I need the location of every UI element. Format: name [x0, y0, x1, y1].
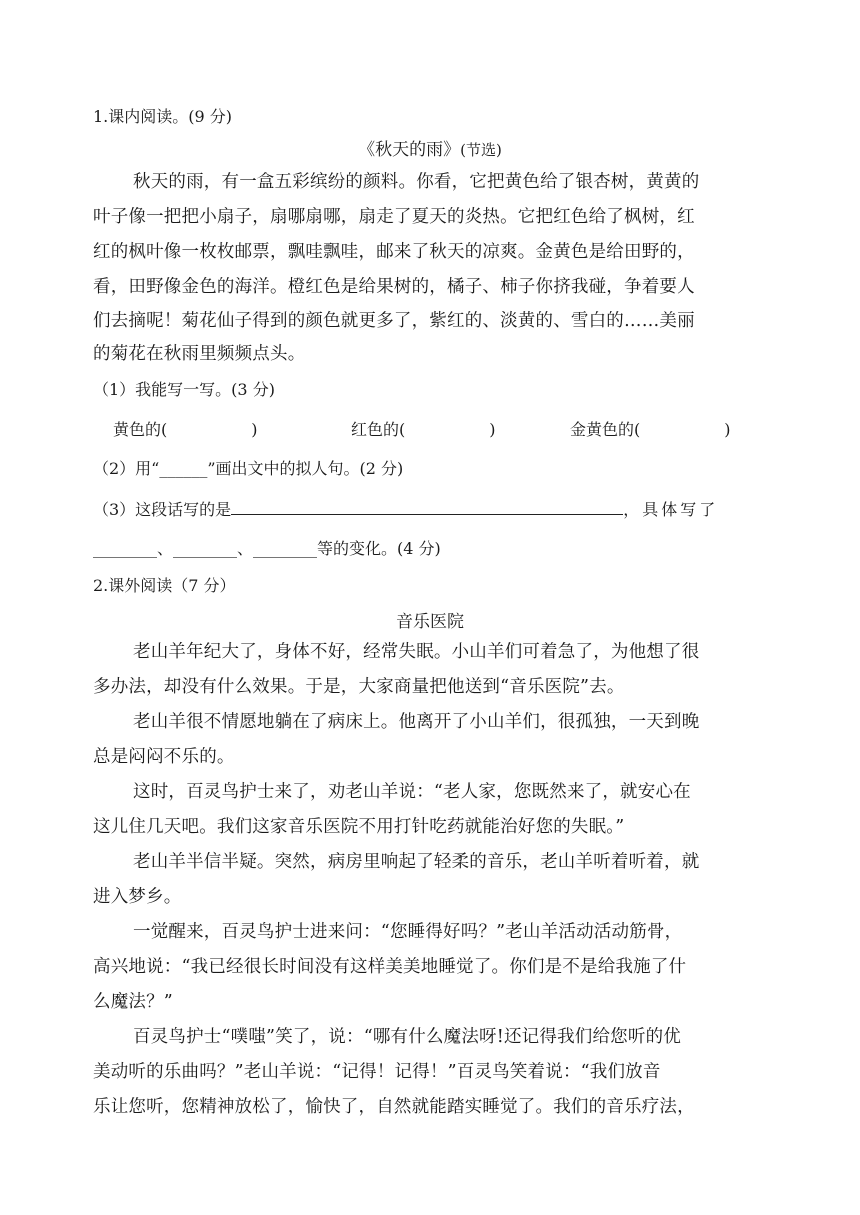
passage2-line: 乐让您听，您精神放松了，愉快了，自然就能踏实睡觉了。我们的音乐疗法， [93, 1097, 695, 1117]
q1-red-label: 红色的( [351, 420, 406, 439]
passage2-line: 这儿住几天吧。我们这家音乐医院不用打针吃药就能治好您的失眠。” [93, 817, 625, 837]
passage2-line: 一觉醒来，百灵鸟护士进来问：“您睡得好吗？”老山羊活动活动筋骨， [133, 922, 683, 942]
passage2-line: 高兴地说：“我已经很长时间没有这样美美地睡觉了。你们是不是给我施了什 [93, 957, 687, 977]
passage1-line: 秋天的雨，有一盒五彩缤纷的颜料。你看，它把黄色给了银杏树，黄黄的 [133, 172, 700, 192]
q1-gold-label: 金黄色的( [570, 420, 641, 439]
passage1-line: 红的枫叶像一枚枚邮票，飘哇飘哇，邮来了秋天的凉爽。金黄色是给田野的， [93, 242, 695, 262]
passage1-line: 们去摘呢！菊花仙子得到的颜色就更多了，紫红的、淡黄的、雪白的……美丽 [93, 311, 695, 331]
question1: （1）我能写一写。(3 分) [93, 380, 275, 399]
section2-heading: 2.课外阅读（7 分） [93, 576, 236, 595]
q3-answer-line[interactable] [231, 513, 623, 515]
passage1-title-main: 《秋天的雨》 [358, 140, 461, 160]
passage1-line: 叶子像一把把小扇子，扇哪扇哪，扇走了夏天的炎热。它把红色给了枫树，红 [93, 207, 695, 227]
passage1-title-sub: (节选) [460, 141, 502, 159]
question3-prompt-end: ，具体写了 [623, 500, 719, 519]
passage1-title [0, 135, 860, 160]
passage2-line: 么魔法？” [93, 992, 173, 1012]
passage2-line: 老山羊年纪大了，身体不好，经常失眠。小山羊们可着急了，为他想了很 [133, 642, 700, 662]
q1-gold-close: ) [724, 420, 731, 439]
passage2-line: 这时，百灵鸟护士来了，劝老山羊说：“老人家，您既然来了，就安心在 [133, 782, 691, 802]
question2: （2）用“______”画出文中的拟人句。(2 分) [93, 459, 404, 478]
q1-red-blank [351, 417, 496, 440]
section1-heading: 1.课内阅读。(9 分) [93, 107, 233, 126]
passage2-line: 美动听的乐曲吗？”老山羊说：“记得！记得！”百灵鸟笑着说：“我们放音 [93, 1062, 661, 1082]
question3-line2: ________、________、________等的变化。(4 分) [93, 539, 441, 558]
passage2-line: 百灵鸟护士“噗嗤”笑了，说：“哪有什么魔法呀!还记得我们给您听的优 [133, 1027, 681, 1047]
question3 [93, 497, 773, 520]
passage2-line: 进入梦乡。 [93, 887, 182, 907]
passage2-line: 多办法，却没有什么效果。于是，大家商量把他送到“音乐医院”去。 [93, 677, 625, 697]
q1-gold-blank [570, 417, 731, 440]
passage2-line: 总是闷闷不乐的。 [93, 747, 235, 767]
passage2-line: 老山羊很不情愿地躺在了病床上。他离开了小山羊们，很孤独，一天到晚 [133, 712, 700, 732]
passage1-line: 的菊花在秋雨里频频点头。 [93, 344, 306, 364]
passage2-title: 音乐医院 [396, 612, 464, 632]
question3-prompt: （3）这段话写的是 [93, 500, 232, 519]
passage2-line: 老山羊半信半疑。突然，病房里响起了轻柔的音乐，老山羊听着听着，就 [133, 852, 700, 872]
q1-yellow-label: 黄色的( [113, 420, 168, 439]
passage1-line: 看，田野像金色的海洋。橙红色是给果树的，橘子、柿子你挤我碰，争着要人 [93, 277, 695, 297]
q1-yellow-close: ) [251, 420, 258, 439]
q1-red-close: ) [489, 420, 496, 439]
q1-yellow-blank [113, 417, 258, 440]
